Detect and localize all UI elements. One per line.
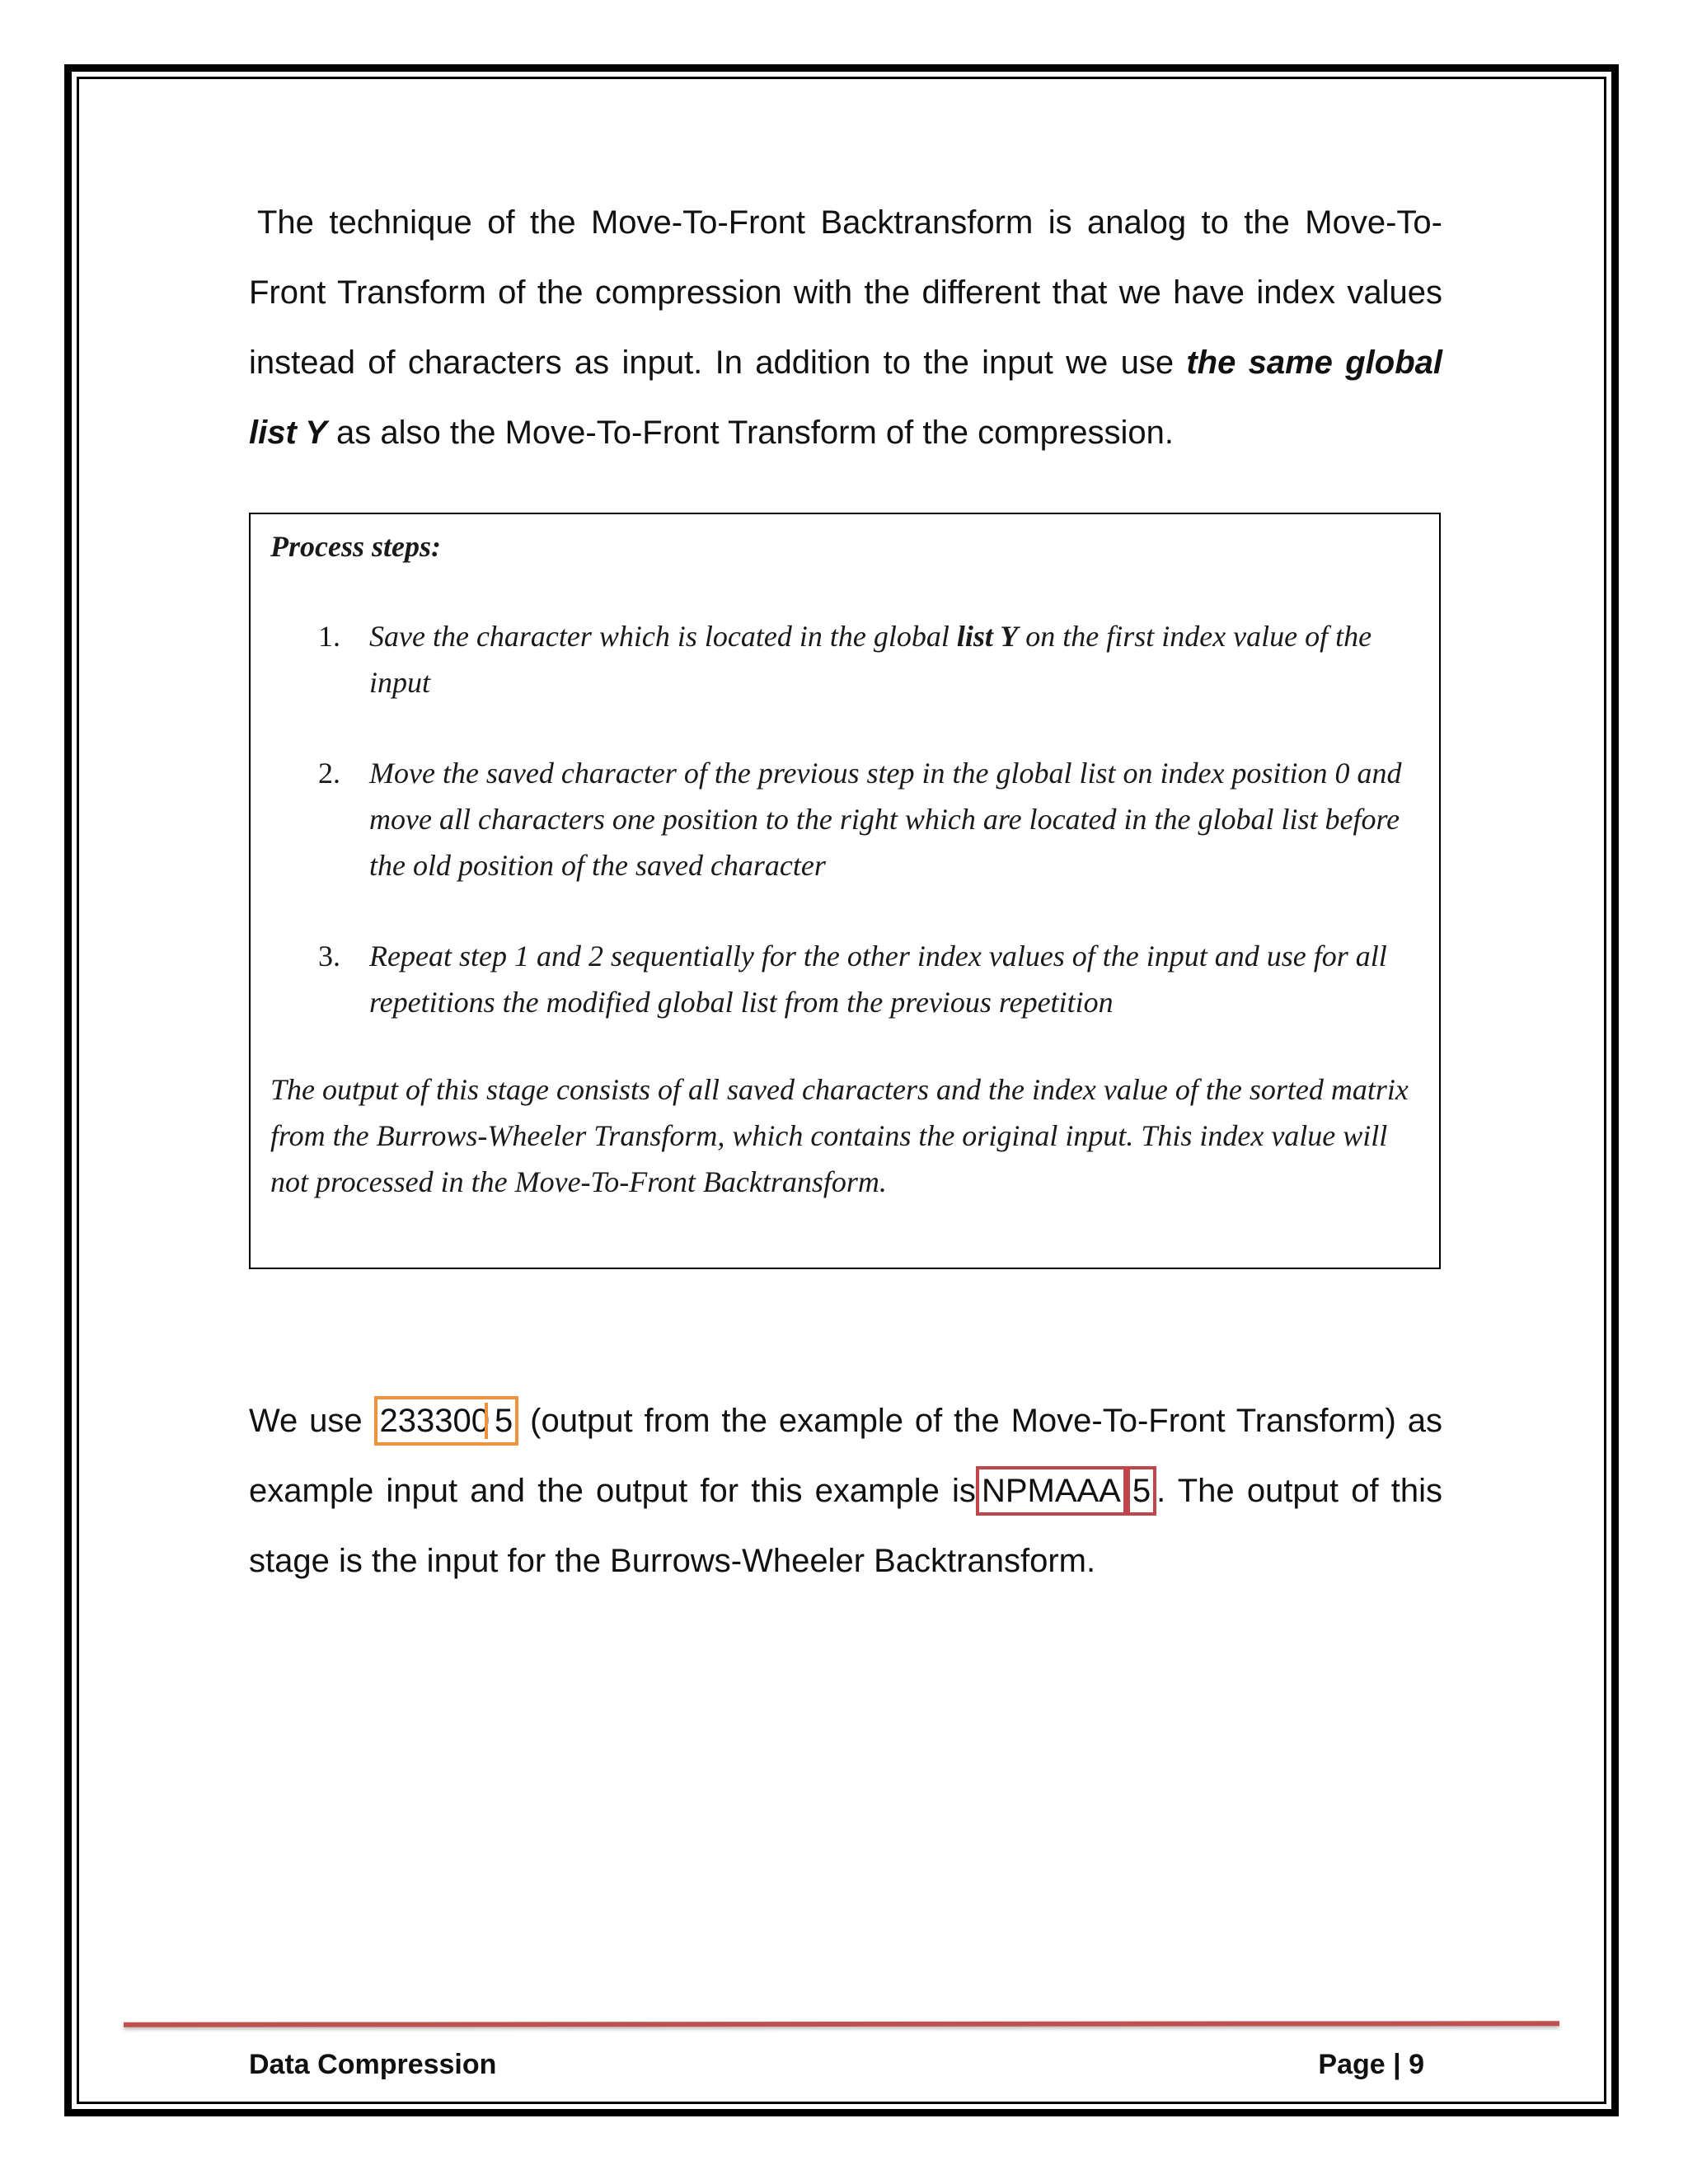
step-text-after: on the first index value of the input — [369, 620, 1372, 699]
example-input-highlight — [374, 1396, 519, 1446]
process-step-1 — [251, 613, 1439, 705]
example-output-values: NPMAAA — [981, 1473, 1121, 1509]
example-output-index-highlight — [1127, 1466, 1156, 1516]
step-number: 1. — [318, 620, 340, 653]
step-text-before: Save the character which is located in the global — [369, 620, 950, 653]
example-paragraph — [249, 1386, 1442, 1596]
step-text-bold: list Y — [956, 620, 1019, 653]
step-text: Move the saved character of the previous step in the global list on index position 0 and move all characters one position to the right which are located in the global list before the old position of the saved character — [369, 757, 1402, 882]
intro-paragraph — [249, 188, 1442, 468]
example-last-sentence: The output of this stage is the input for the Burrows-Wheeler Backtransform. — [249, 1473, 1442, 1579]
process-steps-title: Process steps: — [270, 530, 441, 563]
process-note: The output of this stage consists of all saved characters and the index value of the sorted matrix from the Burrows-Wheeler Transform, which contains the original input. This index value will not processed in the Move-To-Front Backtransform. — [270, 1073, 1409, 1198]
intro-lead-text: The technique of the Move-To-Front Backtransform is analog to the Move-To-Front Transform of the compression with the different that we have index values instead of characters as input. In addition to the input we use — [249, 204, 1442, 381]
example-middle-text: (output from the example of the Move-To-Front Transform) as example input and the output for this example is — [249, 1403, 1442, 1509]
step-text — [369, 620, 1372, 699]
footer-page-number: Page | 9 — [1318, 2049, 1424, 2080]
process-steps-list — [251, 613, 1439, 1070]
intro-tail-text: as also the Move-To-Front Transform of the compression. — [336, 415, 1174, 451]
example-input-index: 5 — [485, 1403, 513, 1439]
process-step-3 — [251, 933, 1439, 1025]
footer-title: Data Compression — [249, 2049, 497, 2080]
intro-emphasis: the same global list Y — [249, 344, 1442, 451]
step-text: Repeat step 1 and 2 sequentially for the other index values of the input and use for all repetitions the modified global list from the previous repetition — [369, 940, 1387, 1019]
process-steps-box — [249, 513, 1441, 1269]
example-output-highlight — [976, 1466, 1127, 1516]
example-input-values: 233300 — [379, 1403, 490, 1439]
step-number: 2. — [318, 757, 340, 790]
example-prefix: We use — [249, 1403, 363, 1439]
example-output-index: 5 — [1132, 1473, 1151, 1509]
example-end-punct: . — [1156, 1473, 1166, 1509]
step-number: 3. — [318, 940, 340, 972]
process-step-2 — [251, 750, 1439, 888]
